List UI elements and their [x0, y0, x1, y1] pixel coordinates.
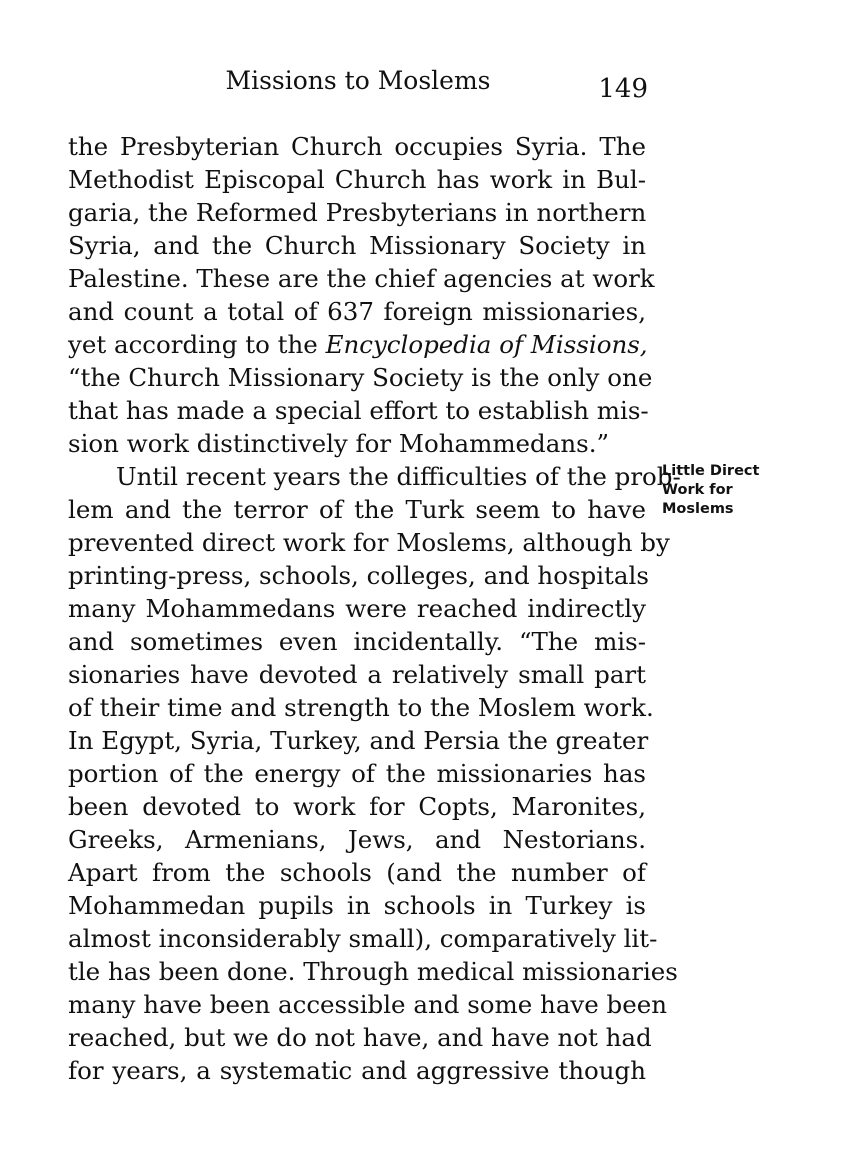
text-line: that has made a special effort to establish mis-: [68, 396, 649, 425]
text-line: almost inconsiderably small), comparatively lit-: [68, 924, 658, 953]
text-line: Until recent years the difficulties of the prob-: [116, 462, 681, 491]
body-text: [68, 130, 681, 1087]
text-line: garia, the Reformed Presbyterians in northern: [68, 198, 647, 227]
text-line: Palestine. These are the chief agencies at work: [68, 264, 655, 293]
text-line: Methodist Episcopal Church has work in Bul-: [68, 165, 646, 194]
text-line: many have been accessible and some have been: [68, 990, 668, 1019]
text-line: reached, but we do not have, and have not had: [68, 1023, 652, 1052]
text-line: of their time and strength to the Moslem work.: [68, 693, 654, 722]
text-line: and sometimes even incidentally. “The mis-: [68, 627, 646, 656]
text-line: lem and the terror of the Turk seem to have: [68, 495, 646, 524]
book-title-italic: Encyclopedia of Missions,: [325, 330, 648, 359]
text-line: the Presbyterian Church occupies Syria. The: [68, 132, 646, 161]
text-line: printing-press, schools, colleges, and hospitals: [68, 561, 649, 590]
text-line: Syria, and the Church Missionary Society in: [68, 231, 646, 260]
text-line: many Mohammedans were reached indirectly: [68, 594, 646, 623]
text-line: sion work distinctively for Mohammedans.”: [68, 429, 610, 458]
text-line: been devoted to work for Copts, Maronites,: [68, 792, 646, 821]
text-line: Apart from the schools (and the number of: [68, 858, 646, 887]
text-line: In Egypt, Syria, Turkey, and Persia the greater: [68, 726, 649, 755]
margin-note-line: Work for: [662, 482, 733, 498]
page-number: 149: [598, 74, 648, 104]
text-line: sionaries have devoted a relatively small part: [68, 660, 646, 689]
text-line: for years, a systematic and aggressive though: [68, 1056, 646, 1085]
text-line: prevented direct work for Moslems, although by: [68, 528, 670, 557]
text-line: Mohammedan pupils in schools in Turkey is: [68, 891, 646, 920]
margin-note-line: Moslems: [662, 501, 734, 517]
text-fragment: yet according to the: [68, 330, 326, 359]
text-line: Greeks, Armenians, Jews, and Nestorians.: [68, 825, 646, 854]
running-head: [68, 64, 648, 104]
margin-note: [662, 462, 832, 519]
text-line: and count a total of 637 foreign missionaries,: [68, 297, 646, 326]
text-line: [68, 328, 646, 361]
text-line: portion of the energy of the missionaries has: [68, 759, 646, 788]
margin-note-line: Little Direct: [662, 463, 760, 479]
text-line: tle has been done. Through medical missionaries: [68, 957, 678, 986]
running-title: Missions to Moslems: [225, 66, 491, 95]
text-line: “the Church Missionary Society is the only one: [68, 363, 653, 392]
